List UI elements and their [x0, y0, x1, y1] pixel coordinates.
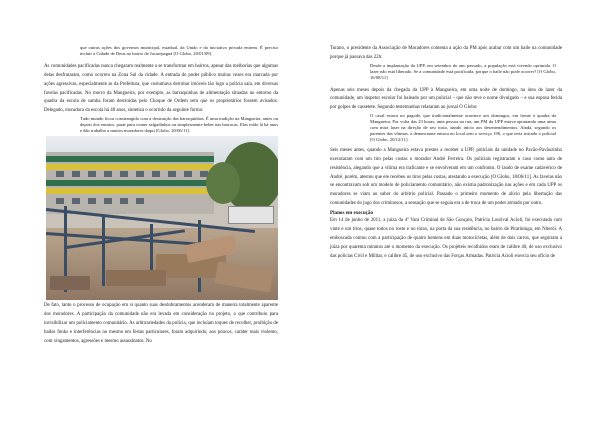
paragraph: Em 14 de junho de 2011, a juíza da 4ª Vara Criminal de São Gonçalo, Patrícia Lourival Acioli, foi executada com vinte e um tiros, quase todos no rosto e no tórax, na porta da sua residência, no bairro de Piratininga, em Niterói. A emboscada contou com a participação de quatro homens em duas motocicletas, além de dois carros, que seguiram a juíza por quarenta minutos até o momento da execução. Os projéteis recolhidos eram de calibre 40, de uso exclusivo das polícias Civil e Militar, e calibre 45, de uso exclusivo das Forças Armadas. Patrícia Acioli exercia seu ofício de [330, 218, 562, 259]
block-quote-mangueira: Tudo mundo ficou constrangido com a destruição das barraquinhas. É uma tradição na Mangueira, antes ou depois dos ensaios, parar para comer salgadinhos ou simplesmente beber nas barracas. Elas estão lá há anos e dão trabalho a muitos moradores daqui [Globo, 20/06/11]. [80, 116, 278, 134]
block-quote-top: que outras ações dos governos municipal, estadual, da União e da iniciativa privada entrem. É preciso incluir a Cidade de Deus no bairro de Jacarepaguá [O Globo, 20/01/09]. [80, 45, 278, 56]
section-heading: Planos em execução [330, 210, 374, 217]
paragraph: As comunidades pacificadas nunca chegaram realmente a se transformar em bairros, apesar das melhorias que algumas delas desfrutaram, como ocorreu na Zona Sul da cidade. A entrada do poder público muitas vezes era marcada por ações agressivas, especialmente as da Prefeitura, que costumava derrubar imóveis tão logo a polícia saía, em diversas favelas pacificadas. No morro da Mangueira, por exemplo, as barraquinhas de alimentação situadas no entorno da quadra da escola de samba foram destruídas pelo Choque de Ordem sem que os proprietários fossem avisados. Delegado, moradora da escola há 40 anos, sintetiza o ocorrido da seguinte forma: [44, 63, 278, 114]
paragraph: Apenas seis meses depois da chegada da UPP à Mangueira, em uma noite de domingo, na área de lazer da comunidade, um inspetor escolar foi baleado por um policial – que não teve o nome divulgado – e sua esposa ferida por golpes de cassetete. Segundo testemunhas relataram ao jornal O Globo: [330, 87, 562, 111]
paragraph: Turano, o presidente da Associação de Moradores comenta a ação da PM após acabar com um baile na comunidade porque já passava das 22h: [330, 46, 562, 60]
right-page [300, 0, 600, 424]
paragraph: Seis meses antes, quando a Mangueira estava prestes a receber a UPP, policiais da unidade no Pavão-Pavãozinho executaram com um tiro pelas costas o morador André Ferreira. Os policiais registraram o caso como auto de resistência, alegando que a vítima era traficante e se envolveram em um confronto. O laudo de exame cadavérico de André, porém, atestou que ele recebeu os tiros pelas costas, atestando a execução [O Globo, 18/06/11]. As favelas não se encontravam sob um modelo de policiamento comunitário, não existia padronização nas ações e em cada UPP os moradores se viam ao sabor do arbítrio policial. Passado o primeiro momento de alívio pela libertação das comunidades do jugo dos criminosos, a sensação que se seguia era a de troca de um poder armado por outro. [330, 147, 562, 207]
block-quote-upp: Desde a implantação da UPP, em setembro do ano passado, a população está vivendo oprimida. O lazer não está liberado. Se a comunidade está pacificada, porque o baile não pode ocorrer? [O Globo, 16/08/11] [370, 62, 556, 80]
block-quote-pagode: O casal estava no pagode, que tradicionalmente acontece aos domingos, em frente à quadra da Mangueira. Por volta das 23 horas, uma pessoa na rua, um PM da UPP estava apontando uma arma com mira laser na direção de seu rosto, dando início aos desentendimentos. Ainda, segundo os parentes das vítimas, a denunciante entrou no local sem o serviço 190, o que teria irritado o policial [O Globo, 20/12/11]. [370, 113, 556, 142]
photo-demolished-stalls [46, 136, 278, 300]
paragraph: De fato, tanto o processo de ocupação em si quanto suas desdobramentos acenderam de maneira totalmente aparente dos moradores. A participação da comunidade não era levada em consideração no projeto, o que contribuiu para invisibilizar um policiamento comunitário. As arbitrariedades da polícia, que incluíam toques de recolher, proibição de bailes funks e interferências no mesmo em festas particulares, foram adquirindo, aos poucos, caráter mais violento, com xingamentos, agressões e mesmo assassinatos. No [44, 302, 278, 344]
